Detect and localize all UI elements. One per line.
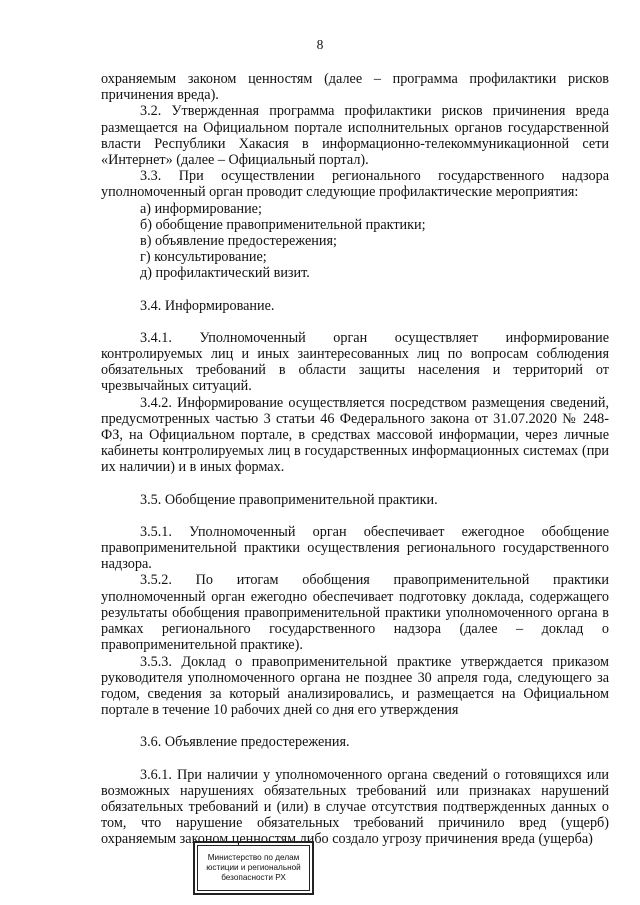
paragraph-gap	[101, 508, 609, 524]
list-item: д) профилактический визит.	[140, 265, 310, 282]
paragraph-gap	[101, 718, 609, 734]
paragraph: 3.5.2. По итогам обобщения правоприменительной практики уполномоченный орган ежегодно обеспечивает подготовку доклада, содержащего результаты обобщения правоприменительной практики уполномоченного органа в рамках регионального государственного надзора (далее – доклад о правоприменительной практике).	[101, 572, 609, 654]
page-number: 8	[316, 37, 324, 52]
list-item: 3.6. Объявление предостережения.	[140, 734, 350, 751]
paragraph: 3.5.3. Доклад о правоприменительной практике утверждается приказом руководителя уполномоченного органа не позднее 30 апреля года, следующего за годом, сведения за который анализировались, и размещается на Официальном портале в течение 10 рабочих дней со дня его утверждения	[101, 653, 609, 719]
list-item: а) информирование;	[140, 200, 262, 217]
stamp-line: безопасности РХ	[221, 873, 286, 882]
paragraph: 3.2. Утвержденная программа профилактики рисков причинения вреда размещается на Официальном портале исполнительных органов государственной власти Республики Хакасия в информационно-телекоммуникационной сети «Интернет» (далее – Официальный портал).	[101, 103, 609, 169]
list-item: в) объявление предостережения;	[140, 233, 337, 250]
list-item: 3.4. Информирование.	[140, 297, 275, 314]
stamp-line: Министерство по делам	[207, 853, 300, 862]
list-item: 3.5. Обобщение правоприменительной практики.	[140, 491, 438, 508]
ministry-stamp	[197, 845, 310, 891]
list-item: б) обобщение правоприменительной практики;	[140, 216, 426, 233]
paragraph: охраняемым законом ценностям (далее – программа профилактики рисков причинения вреда).	[101, 71, 609, 104]
stamp-line: юстиции и региональной	[206, 863, 301, 872]
paragraph-gap	[101, 751, 609, 767]
paragraph: 3.6.1. При наличии у уполномоченного органа сведений о готовящихся или возможных нарушениях обязательных требований или признаках нарушений обязательных требований и (или) в случае отсутствия подтвержденных данных о том, что нарушение обязательных требований причинило вред (ущерб) охраняемым законом ценностям либо создало угрозу причинения вреда (ущерба)	[101, 766, 609, 848]
paragraph: 3.3. При осуществлении регионального государственного надзора уполномоченный орган проводит следующие профилактические мероприятия:	[101, 168, 609, 201]
paragraph: 3.4.1. Уполномоченный орган осуществляет информирование контролируемых лиц и иных заинтересованных лиц по вопросам соблюдения обязательных требований в области защиты населения и территорий от чрезвычайных ситуаций.	[101, 329, 609, 395]
paragraph: 3.4.2. Информирование осуществляется посредством размещения сведений, предусмотренных частью 3 статьи 46 Федерального закона от 31.07.2020 № 248-ФЗ, на Официальном портале, в средствах массовой информации, через личные кабинеты контролируемых лиц в государственных информационных системах (при их наличии) и в иных формах.	[101, 394, 609, 476]
paragraph-gap	[101, 282, 609, 298]
paragraph-gap	[101, 314, 609, 330]
list-item: г) консультирование;	[140, 249, 267, 266]
paragraph-gap	[101, 476, 609, 492]
paragraph: 3.5.1. Уполномоченный орган обеспечивает ежегодное обобщение правоприменительной практики осуществления регионального государственного надзора.	[101, 523, 609, 573]
document-body	[101, 71, 609, 848]
